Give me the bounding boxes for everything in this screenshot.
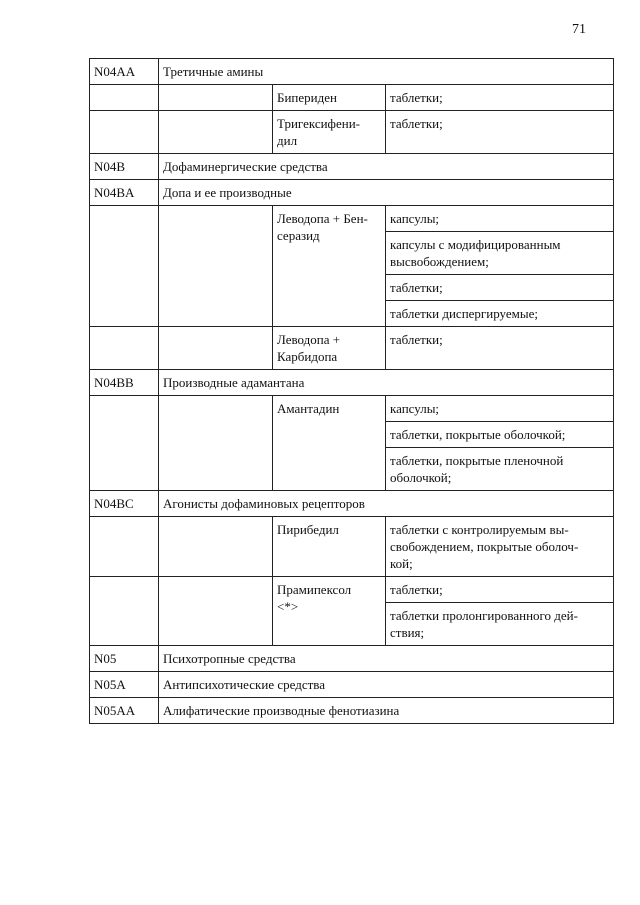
table-row bbox=[90, 577, 614, 603]
atc-code: N05AA bbox=[90, 698, 159, 724]
table-row bbox=[90, 370, 614, 396]
drug-name: Тригексифени- дил bbox=[273, 111, 386, 154]
table-row bbox=[90, 327, 614, 370]
dosage-form: таблетки пролонгированного дей- ствия; bbox=[386, 603, 614, 646]
dosage-form: капсулы; bbox=[386, 206, 614, 232]
table-row bbox=[90, 154, 614, 180]
drug-name: Прамипексол <*> bbox=[273, 577, 386, 646]
group-name: Дофаминергические средства bbox=[159, 154, 614, 180]
group-name: Агонисты дофаминовых рецепторов bbox=[159, 491, 614, 517]
table-row bbox=[90, 517, 614, 577]
atc-code: N05 bbox=[90, 646, 159, 672]
group-name: Производные адамантана bbox=[159, 370, 614, 396]
dosage-form: капсулы с модифицированным высвобождением; bbox=[386, 232, 614, 275]
group-name: Психотропные средства bbox=[159, 646, 614, 672]
atc-code: N05A bbox=[90, 672, 159, 698]
atc-code: N04AA bbox=[90, 59, 159, 85]
atc-code: N04B bbox=[90, 154, 159, 180]
dosage-form: таблетки; bbox=[386, 577, 614, 603]
table-row bbox=[90, 59, 614, 85]
table-row bbox=[90, 85, 614, 111]
dosage-form: таблетки; bbox=[386, 111, 614, 154]
dosage-form: таблетки; bbox=[386, 275, 614, 301]
group-name: Антипсихотические средства bbox=[159, 672, 614, 698]
table-row bbox=[90, 396, 614, 422]
group-name: Допа и ее производные bbox=[159, 180, 614, 206]
dosage-form: капсулы; bbox=[386, 396, 614, 422]
atc-code: N04BA bbox=[90, 180, 159, 206]
dosage-form: таблетки, покрытые пленочной оболочкой; bbox=[386, 448, 614, 491]
table-row bbox=[90, 672, 614, 698]
drug-table bbox=[89, 58, 614, 724]
dosage-form: таблетки с контролируемым вы- свобождением, покрытые оболоч- кой; bbox=[386, 517, 614, 577]
group-name: Третичные амины bbox=[159, 59, 614, 85]
group-name: Алифатические производные фенотиазина bbox=[159, 698, 614, 724]
drug-name: Пирибедил bbox=[273, 517, 386, 577]
page-number: 71 bbox=[572, 22, 586, 37]
atc-code: N04BB bbox=[90, 370, 159, 396]
table-row bbox=[90, 491, 614, 517]
table-row bbox=[90, 180, 614, 206]
table-row bbox=[90, 698, 614, 724]
dosage-form: таблетки; bbox=[386, 327, 614, 370]
table-row bbox=[90, 206, 614, 232]
drug-name: Бипериден bbox=[273, 85, 386, 111]
table-row bbox=[90, 111, 614, 154]
atc-code: N04BC bbox=[90, 491, 159, 517]
dosage-form: таблетки диспергируемые; bbox=[386, 301, 614, 327]
dosage-form: таблетки, покрытые оболочкой; bbox=[386, 422, 614, 448]
drug-name: Леводопа + Бен- серазид bbox=[273, 206, 386, 327]
table-row bbox=[90, 646, 614, 672]
drug-name: Леводопа + Карбидопа bbox=[273, 327, 386, 370]
drug-name: Амантадин bbox=[273, 396, 386, 491]
dosage-form: таблетки; bbox=[386, 85, 614, 111]
